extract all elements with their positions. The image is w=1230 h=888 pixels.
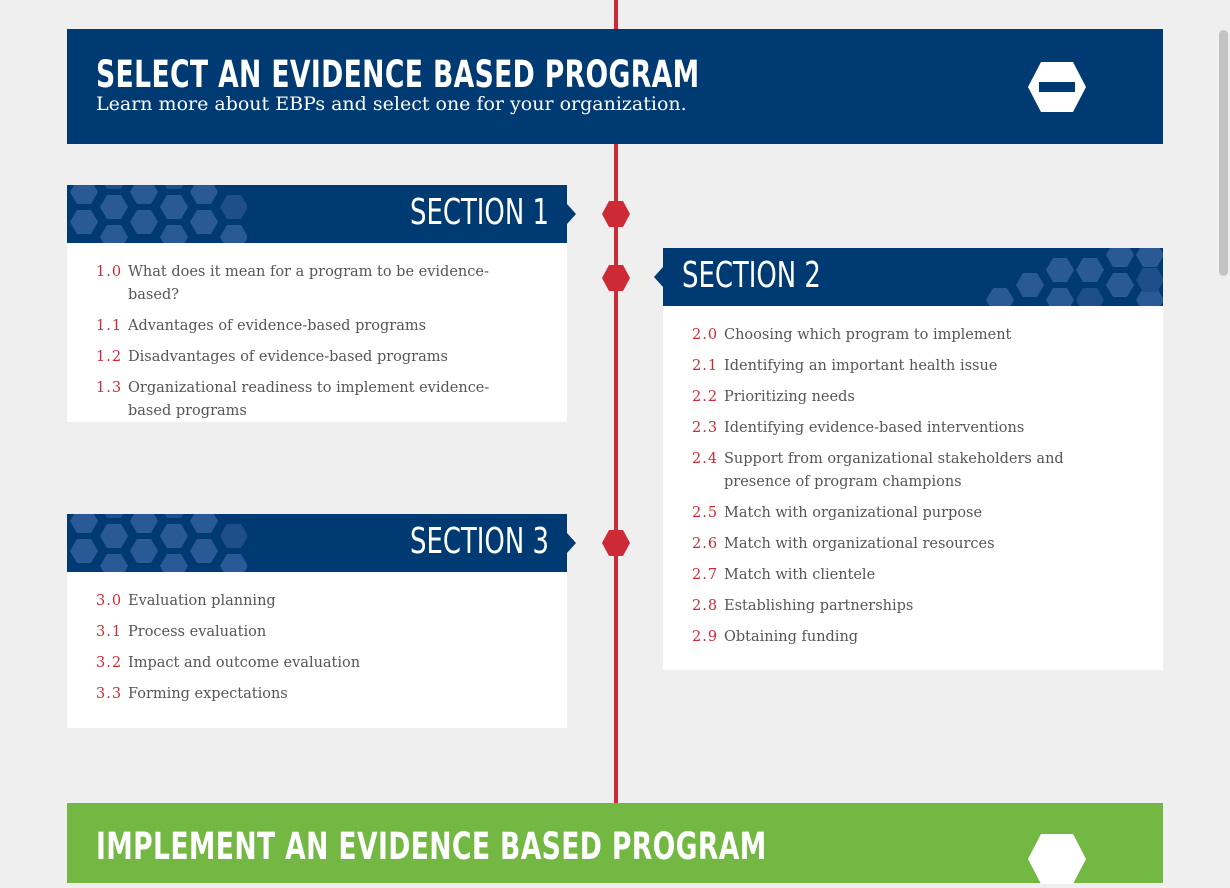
hexagon-icon xyxy=(1027,834,1087,884)
item-link[interactable]: Match with clientele xyxy=(724,567,876,583)
hexagon-pattern xyxy=(67,514,247,572)
item-link[interactable]: Forming expectations xyxy=(128,686,288,702)
select-program-banner xyxy=(67,29,1163,144)
section-1-arrow xyxy=(567,204,576,224)
item-number: 2.2 xyxy=(692,389,719,405)
list-item[interactable] xyxy=(692,533,1163,556)
list-item[interactable] xyxy=(692,355,1163,378)
item-link[interactable]: Organizational readiness to implement evidence-based programs xyxy=(128,380,490,419)
item-number: 2.9 xyxy=(692,629,719,645)
item-link[interactable]: Choosing which program to implement xyxy=(724,327,1012,343)
item-link[interactable]: Support from organizational stakeholders and presence of program champions xyxy=(724,451,1064,490)
list-item[interactable] xyxy=(96,621,567,644)
item-link[interactable]: Establishing partnerships xyxy=(724,598,914,614)
item-link[interactable]: Process evaluation xyxy=(128,624,267,640)
banner-title: SELECT AN EVIDENCE BASED PROGRAM xyxy=(96,53,700,96)
item-link[interactable]: Identifying an important health issue xyxy=(724,358,998,374)
section-3-card xyxy=(67,514,567,728)
timeline-hex-marker-s1 xyxy=(601,200,631,228)
item-number: 1.3 xyxy=(96,380,123,396)
item-link[interactable]: Match with organizational purpose xyxy=(724,505,983,521)
section-1-header[interactable] xyxy=(67,185,567,243)
item-link[interactable]: Obtaining funding xyxy=(724,629,859,645)
item-number: 1.1 xyxy=(96,318,123,334)
item-number: 3.2 xyxy=(96,655,123,671)
list-item[interactable] xyxy=(692,417,1163,440)
list-item[interactable] xyxy=(692,386,1163,409)
list-item[interactable] xyxy=(692,595,1163,618)
list-item[interactable] xyxy=(96,683,567,706)
item-number: 2.4 xyxy=(692,451,719,467)
list-item[interactable] xyxy=(692,324,1163,347)
item-link[interactable]: Identifying evidence-based interventions xyxy=(724,420,1025,436)
scrollbar-track[interactable] xyxy=(1216,0,1230,850)
item-number: 1.0 xyxy=(96,264,123,280)
list-item[interactable] xyxy=(96,377,567,423)
item-link[interactable]: Prioritizing needs xyxy=(724,389,855,405)
timeline-hex-marker-s3 xyxy=(601,529,631,557)
timeline-hex-marker-s2 xyxy=(601,264,631,292)
item-number: 2.6 xyxy=(692,536,719,552)
list-item[interactable] xyxy=(692,626,1163,649)
section-3-title: SECTION 3 xyxy=(410,521,549,562)
section-2-arrow xyxy=(654,267,663,287)
list-item[interactable] xyxy=(692,448,1163,494)
section-2-title: SECTION 2 xyxy=(682,255,821,296)
collapse-toggle-button[interactable] xyxy=(1027,62,1087,112)
list-item[interactable] xyxy=(96,346,567,369)
item-number: 2.3 xyxy=(692,420,719,436)
section-3-list xyxy=(67,572,567,726)
item-link[interactable]: Advantages of evidence-based programs xyxy=(128,318,427,334)
item-link[interactable]: Match with organizational resources xyxy=(724,536,995,552)
item-number: 2.8 xyxy=(692,598,719,614)
item-link[interactable]: What does it mean for a program to be evidence-based? xyxy=(128,264,489,303)
minus-hexagon-icon xyxy=(1027,62,1087,112)
list-item[interactable] xyxy=(96,315,567,338)
list-item[interactable] xyxy=(96,261,567,307)
item-link[interactable]: Impact and outcome evaluation xyxy=(128,655,361,671)
item-number: 3.3 xyxy=(96,686,123,702)
banner-subtitle: Learn more about EBPs and select one for your organization. xyxy=(96,93,687,115)
item-number: 2.1 xyxy=(692,358,719,374)
hexagon-pattern xyxy=(67,185,247,243)
item-link[interactable]: Disadvantages of evidence-based programs xyxy=(128,349,448,365)
list-item[interactable] xyxy=(692,502,1163,525)
item-number: 3.1 xyxy=(96,624,123,640)
section-2-card xyxy=(663,248,1163,670)
item-link[interactable]: Evaluation planning xyxy=(128,593,276,609)
item-number: 1.2 xyxy=(96,349,123,365)
section-3-arrow xyxy=(567,533,576,553)
section-2-list xyxy=(663,306,1163,669)
item-number: 2.7 xyxy=(692,567,719,583)
hexagon-pattern xyxy=(983,248,1163,306)
section-3-header[interactable] xyxy=(67,514,567,572)
implement-program-banner xyxy=(67,803,1163,883)
scrollbar-thumb[interactable] xyxy=(1219,30,1228,276)
list-item[interactable] xyxy=(692,564,1163,587)
expand-toggle-button[interactable] xyxy=(1027,834,1087,884)
list-item[interactable] xyxy=(96,590,567,613)
banner-title: IMPLEMENT AN EVIDENCE BASED PROGRAM xyxy=(96,825,767,868)
item-number: 2.0 xyxy=(692,327,719,343)
item-number: 3.0 xyxy=(96,593,123,609)
section-1-card xyxy=(67,185,567,422)
section-2-header[interactable] xyxy=(663,248,1163,306)
section-1-title: SECTION 1 xyxy=(410,192,549,233)
section-1-list xyxy=(67,243,567,443)
item-number: 2.5 xyxy=(692,505,719,521)
list-item[interactable] xyxy=(96,652,567,675)
